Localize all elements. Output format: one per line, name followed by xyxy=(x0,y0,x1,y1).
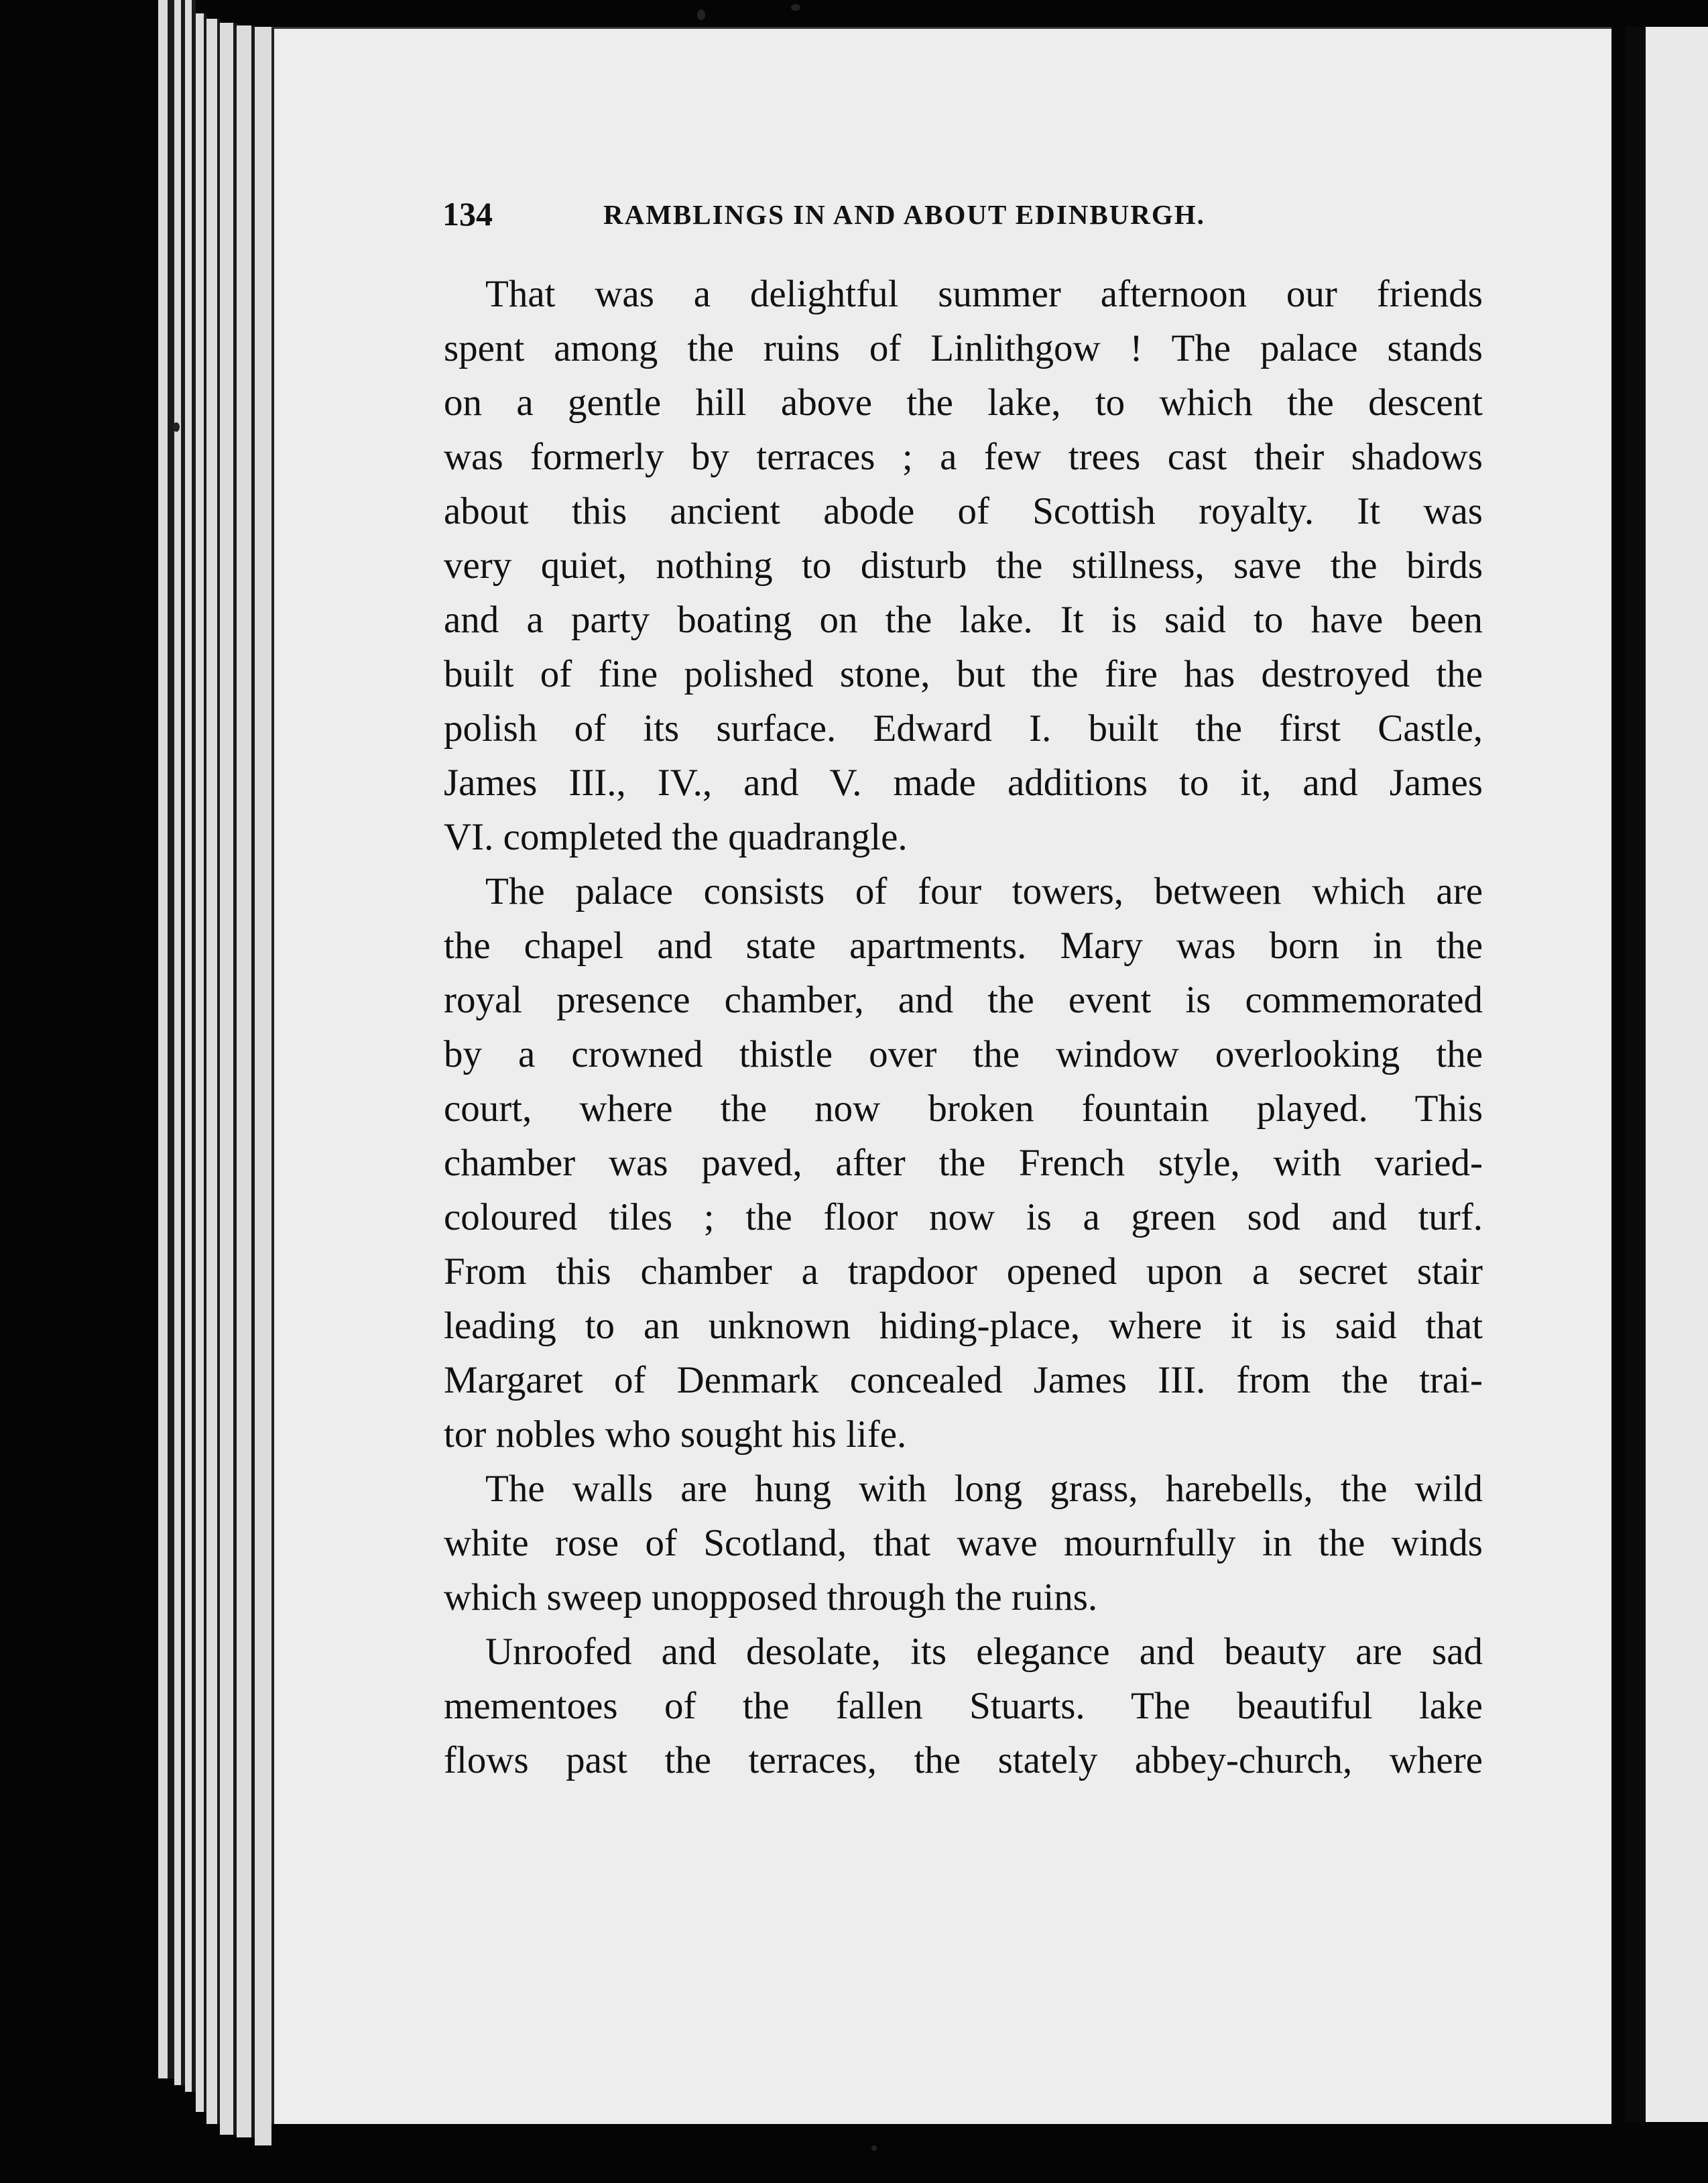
text-line: royal presence chamber, and the event is commemorated xyxy=(444,979,1483,1021)
text-line: chamber was paved, after the French style, with varied- xyxy=(444,1142,1483,1184)
text-line: James III., IV., and V. made additions to it, and James xyxy=(444,762,1483,804)
scan-speck xyxy=(173,422,180,432)
text-line: court, where the now broken fountain played. This xyxy=(444,1087,1483,1130)
paragraph xyxy=(444,864,1483,1462)
text-line: leading to an unknown hiding-place, where it is said that xyxy=(444,1305,1483,1347)
paragraph xyxy=(444,1462,1483,1625)
text-line: was formerly by terraces ; a few trees cast their shadows xyxy=(444,436,1483,478)
text-line: polish of its surface. Edward I. built the first Castle, xyxy=(444,707,1483,750)
text-line: white rose of Scotland, that wave mournfully in the winds xyxy=(444,1522,1483,1564)
text-line: The palace consists of four towers, between which are xyxy=(485,870,1483,912)
text-line: tor nobles who sought his life. xyxy=(444,1413,907,1456)
text-line: which sweep unopposed through the ruins. xyxy=(444,1576,1098,1618)
scan-speck xyxy=(871,2145,877,2151)
facing-page-edge xyxy=(1626,27,1708,2122)
text-line: Margaret of Denmark concealed James III. from the trai- xyxy=(444,1359,1483,1401)
text-line: very quiet, nothing to disturb the stillness, save the birds xyxy=(444,544,1483,587)
text-line: spent among the ruins of Linlithgow ! The palace stands xyxy=(444,327,1483,369)
text-line: Unroofed and desolate, its elegance and beauty are sad xyxy=(485,1631,1483,1673)
page-number: 134 xyxy=(442,195,493,233)
paragraph xyxy=(444,267,1483,864)
text-line: mementoes of the fallen Stuarts. The beautiful lake xyxy=(444,1685,1483,1727)
page-body xyxy=(444,267,1483,1787)
scan-speck xyxy=(697,9,705,20)
text-line: From this chamber a trapdoor opened upon a secret stair xyxy=(444,1250,1483,1293)
paragraph xyxy=(444,1625,1483,1787)
text-line: by a crowned thistle over the window overlooking the xyxy=(444,1033,1483,1075)
book-title: RAMBLINGS IN AND ABOUT EDINBURGH. xyxy=(603,199,1205,230)
text-line: and a party boating on the lake. It is said to have been xyxy=(444,599,1483,641)
text-line: That was a delightful summer afternoon our friends xyxy=(485,273,1483,315)
text-line: The walls are hung with long grass, harebells, the wild xyxy=(485,1468,1483,1510)
text-line: coloured tiles ; the floor now is a green sod and turf. xyxy=(444,1196,1483,1238)
text-line: about this ancient abode of Scottish royalty. It was xyxy=(444,490,1483,532)
text-line: flows past the terraces, the stately abbey-church, where xyxy=(444,1739,1483,1781)
text-line: built of fine polished stone, but the fire has destroyed the xyxy=(444,653,1483,695)
text-line: on a gentle hill above the lake, to which the descent xyxy=(444,381,1483,424)
text-line: the chapel and state apartments. Mary was born in the xyxy=(444,925,1483,967)
running-header xyxy=(442,194,1341,235)
text-line: VI. completed the quadrangle. xyxy=(444,816,908,858)
scan-speck xyxy=(791,4,800,11)
